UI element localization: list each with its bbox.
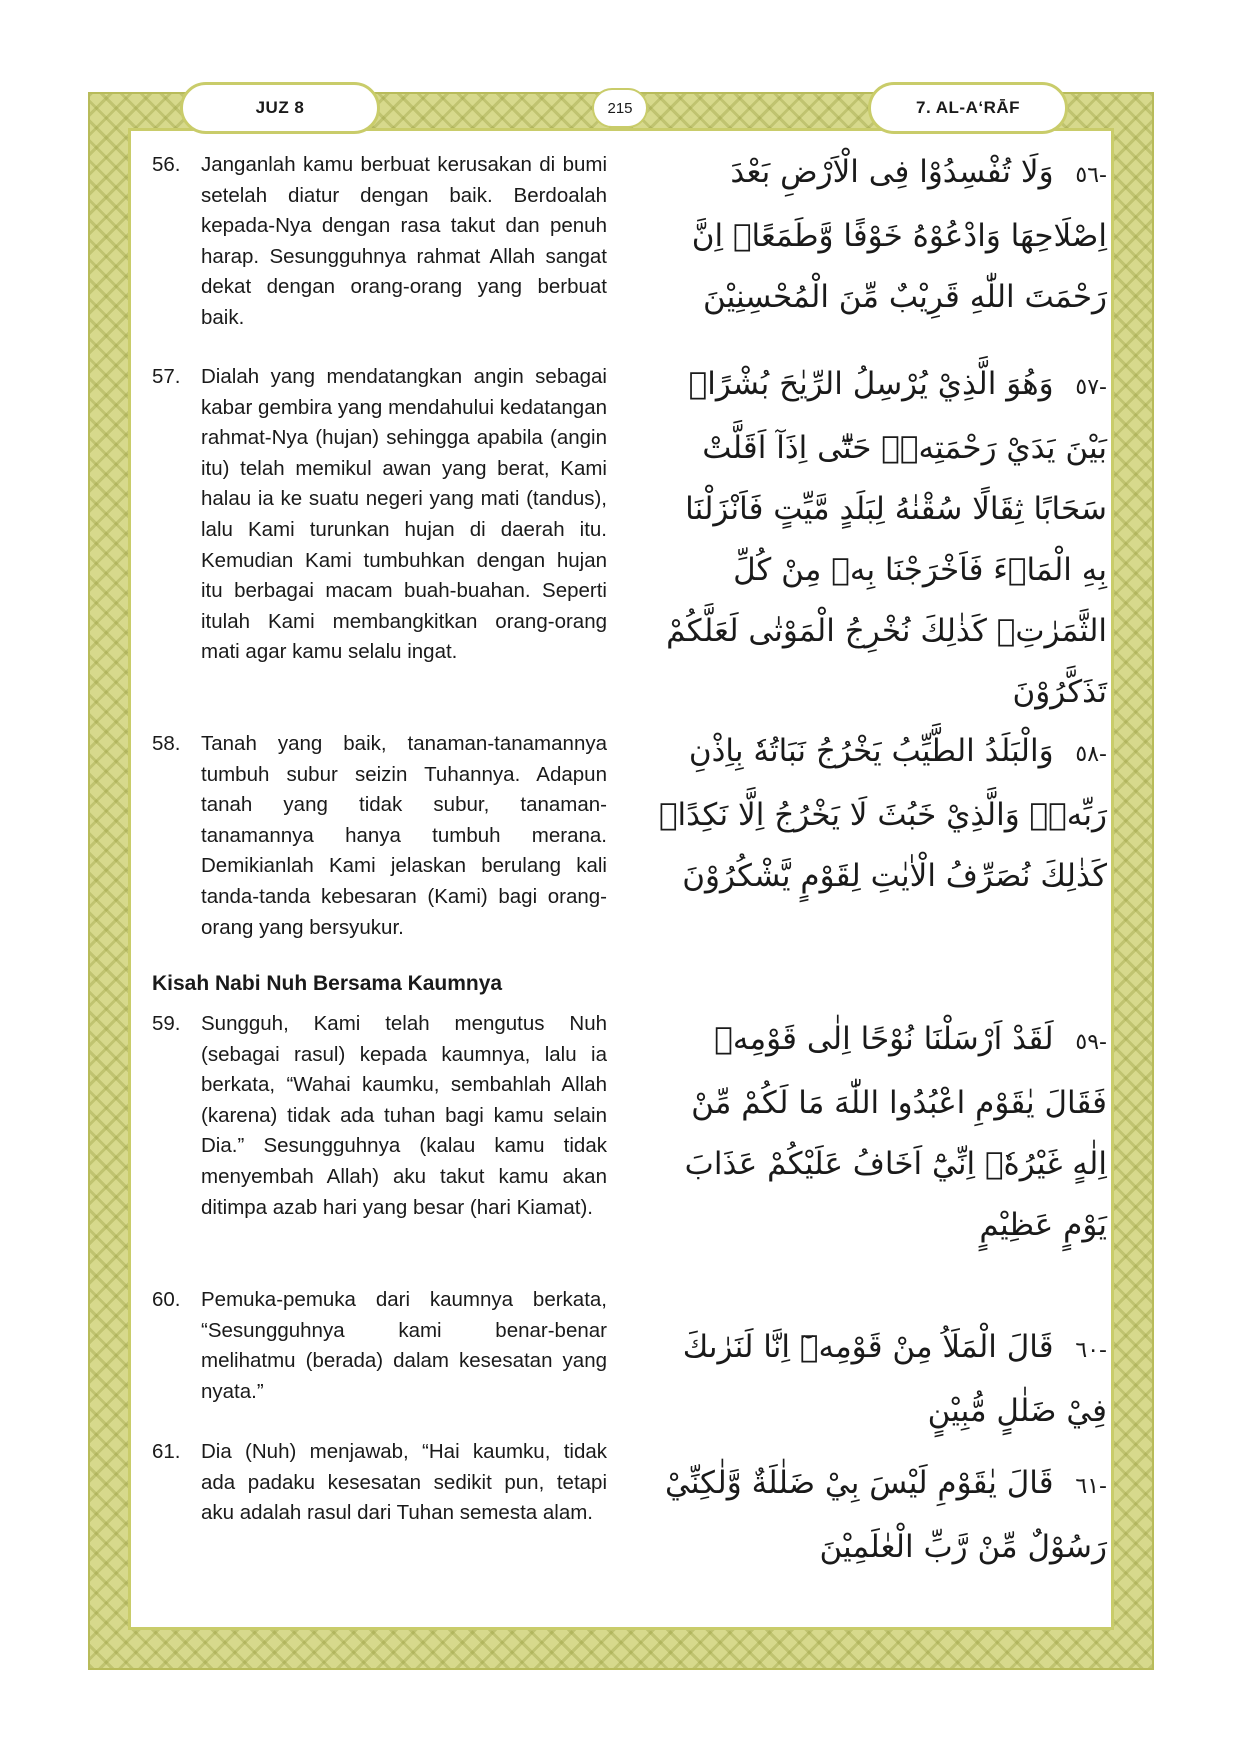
arabic-text (657, 354, 1107, 723)
arabic-text (657, 1453, 1107, 1578)
surah-label: 7. AL-A‘RĀF (868, 82, 1068, 134)
translation (152, 1009, 607, 1223)
verse-number: 56. (152, 153, 181, 176)
translation-text: Tanah yang baik, tanaman-tanamannya tumbuh subur seizin Tuhannya. Adapun tanah yang tidak subur, tanaman-tanamannya hanya tumbuh merana. Demikianlah Kami jelaskan berulang kali tanda-tanda kebesaran (Kami) bagi orang-orang yang bersyukur. (201, 732, 607, 939)
translation-text: Dialah yang mendatangkan angin sebagai kabar gembira yang mendahului kedatangan rahmat-Nya (hujan) sehingga apabila (angin itu) telah memikul awan yang berat, Kami halau ia ke suatu negeri yang mati (tandus), lalu Kami turunkan hujan di daerah itu. Kemudian Kami tumbuhkan dengan hujan itu berbagai macam buah-buahan. Seperti itulah Kami membangkitkan orang-orang mati agar kamu selalu ingat. (201, 365, 607, 664)
arabic-text (657, 721, 1107, 907)
arabic-verse-number: -٥٧ (1075, 375, 1107, 400)
verse-number: 61. (152, 1440, 181, 1463)
translation (152, 1285, 607, 1407)
verse-number: 58. (152, 732, 181, 755)
translation-text: Pemuka-pemuka dari kaumnya berkata, “Sesungguhnya kami benar-benar melihatmu (berada) dalam kesesatan yang nyata.” (201, 1288, 607, 1403)
arabic-verse: وَهُوَ الَّذِيْ يُرْسِلُ الرِّيٰحَ بُشْرًاۢ بَيْنَ يَدَيْ رَحْمَتِهٖۗ حَتّٰٓى اِذَآ اَقَلَّتْ سَحَابًا ثِقَالًا سُقْنٰهُ لِبَلَدٍ مَّيِّتٍ فَاَنْزَلْنَا بِهِ الْمَاۤءَ فَاَخْرَجْنَا بِهٖ مِنْ كُلِّ الثَّمَرٰتِۗ كَذٰلِكَ نُخْرِجُ الْمَوْتٰى لَعَلَّكُمْ تَذَكَّرُوْنَ (666, 366, 1107, 710)
arabic-verse-number: -٦٠ (1075, 1338, 1107, 1363)
arabic-verse: قَالَ الْمَلَاُ مِنْ قَوْمِهٖٓ اِنَّا لَنَرٰىكَ فِيْ ضَلٰلٍ مُّبِيْنٍ (682, 1329, 1107, 1429)
arabic-text (657, 1009, 1107, 1256)
translation (152, 150, 607, 334)
arabic-verse-number: -٥٦ (1075, 163, 1107, 188)
translation-text: Janganlah kamu berbuat kerusakan di bumi setelah diatur dengan baik. Berdoalah kepada-Nya dengan rasa takut dan penuh harap. Sesungguhnya rahmat Allah sangat dekat dengan orang-orang yang berbuat baik. (201, 153, 607, 329)
page-number: 215 (592, 88, 648, 128)
translation-text: Sungguh, Kami telah mengutus Nuh (sebagai rasul) kepada kaumnya, lalu ia berkata, “Wahai kaumku, sembahlah Allah (karena) tidak ada tuhan bagi kamu selain Dia.” Sesungguhnya (kalau kamu tidak menyembah Allah) aku takut kamu akan ditimpa azab hari yang besar (hari Kiamat). (201, 1012, 607, 1219)
arabic-text (657, 142, 1107, 328)
arabic-verse-number: -٥٩ (1075, 1030, 1107, 1055)
arabic-verse: قَالَ يٰقَوْمِ لَيْسَ بِيْ ضَلٰلَةٌ وَّلٰكِنِّيْ رَسُوْلٌ مِّنْ رَّبِّ الْعٰلَمِيْنَ (664, 1465, 1107, 1565)
arabic-text (657, 1317, 1107, 1442)
arabic-verse-number: -٦١ (1075, 1474, 1107, 1499)
translation (152, 729, 607, 943)
arabic-verse: وَلَا تُفْسِدُوْا فِى الْاَرْضِ بَعْدَ اِصْلَاحِهَا وَادْعُوْهُ خَوْفًا وَّطَمَعًاۗ اِنَّ رَحْمَتَ اللّٰهِ قَرِيْبٌ مِّنَ الْمُحْسِنِيْنَ (691, 154, 1107, 315)
translation (152, 1437, 607, 1529)
section-heading: Kisah Nabi Nuh Bersama Kaumnya (152, 972, 503, 995)
translation-text: Dia (Nuh) menjawab, “Hai kaumku, tidak ada padaku kesesatan sedikit pun, tetapi aku adalah rasul dari Tuhan semesta alam. (201, 1440, 607, 1525)
arabic-verse: لَقَدْ اَرْسَلْنَا نُوْحًا اِلٰى قَوْمِهٖ فَقَالَ يٰقَوْمِ اعْبُدُوا اللّٰهَ مَا لَكُمْ مِّنْ اِلٰهٍ غَيْرُهٗۗ اِنِّيْٓ اَخَافُ عَلَيْكُمْ عَذَابَ يَوْمٍ عَظِيْمٍ (684, 1021, 1107, 1243)
arabic-verse: وَالْبَلَدُ الطَّيِّبُ يَخْرُجُ نَبَاتُهٗ بِاِذْنِ رَبِّهٖۚ وَالَّذِيْ خَبُثَ لَا يَخْرُجُ اِلَّا نَكِدًاۗ كَذٰلِكَ نُصَرِّفُ الْاٰيٰتِ لِقَوْمٍ يَّشْكُرُوْنَ (658, 733, 1107, 894)
arabic-verse-number: -٥٨ (1075, 742, 1107, 767)
verse-number: 60. (152, 1288, 181, 1311)
translation (152, 362, 607, 668)
verse-number: 59. (152, 1012, 181, 1035)
verse-number: 57. (152, 365, 181, 388)
juz-label: JUZ 8 (180, 82, 380, 134)
